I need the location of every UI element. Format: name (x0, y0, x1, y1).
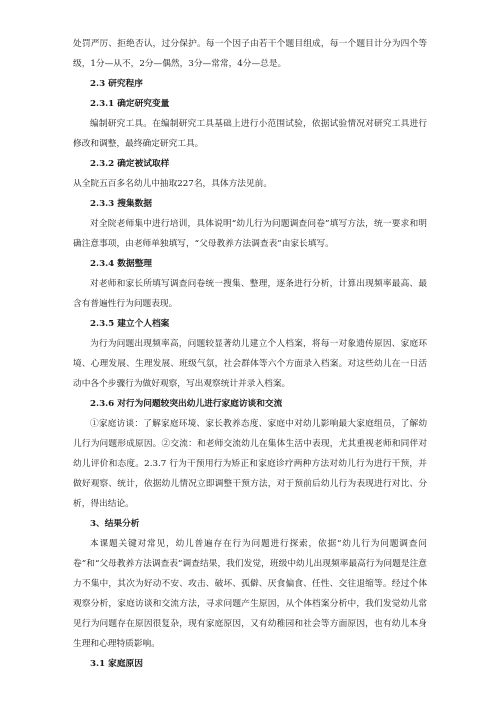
paragraph-intro-continuation: 处罚严厉、拒绝否认，过分保护。每一个因子由若干个题目组成，每一个题目计分为四个等级，1分—从不，2分—偶然，3分—常常，4分—总是。 (73, 39, 427, 69)
heading-number: 2.3.4 (90, 259, 115, 269)
heading-2-3: 2.3 研究程序 (90, 79, 143, 89)
heading-2-3-4 (73, 254, 427, 274)
heading-title: 对行为问题较突出幼儿进行家庭访谈和交流 (117, 399, 283, 409)
heading-number: 2.3.3 (90, 199, 115, 209)
heading-title: 搜集数据 (117, 199, 152, 209)
heading-number: 2.3.1 (90, 99, 115, 109)
paragraph-2-3-4: 对老师和家长所填写调查问卷统一搜集、整理，逐条进行分析，计算出现频率最高、最含有普遍性行为问题表现。 (73, 279, 427, 309)
heading-title: 确定被试取样 (117, 159, 170, 169)
paragraph-2-3-1: 编制研究工具。在编制研究工具基础上进行小范围试验，依据试验情况对研究工具进行修改和调整，最终确定研究工具。 (73, 119, 427, 149)
heading-2-3-1 (73, 94, 427, 114)
heading-2-3-6 (73, 394, 427, 414)
paragraph-2-3-6: ①家庭访谈：了解家庭环境、家长教养态度、家庭中对幼儿影响最大家庭组员，了解幼儿行为问题形成原因。②交流：和老师交流幼儿在集体生活中表现，尤其重视老师和同伴对幼儿评价和态度。2.3.7 行为干预用行为矫正和家庭诊疗两种方法对幼儿行为进行干预，并做好观察、统计，依据幼儿情况立即调整干预方法，对于预前后幼儿行为表现进行对比、分析，得出结论。 (73, 419, 427, 509)
paragraph-2-3-3: 对全院老师集中进行培训，具体说明“幼儿行为问题调查问卷”填写方法，统一要求和明确注意事项，由老师单独填写，“父母教养方法调查表”由家长填写。 (73, 219, 427, 249)
heading-2-3-5 (73, 314, 427, 334)
heading-title: 确定研究变量 (117, 99, 170, 109)
heading-2-3-3 (73, 194, 427, 214)
paragraph-2-3-2: 从全院五百多名幼儿中抽取227名，具体方法见前。 (73, 179, 273, 189)
heading-3-1: 3.1 家庭原因 (90, 659, 143, 669)
heading-number: 2.3.2 (90, 159, 115, 169)
heading-3: 3、结果分析 (90, 519, 140, 529)
heading-title: 数据整理 (117, 259, 152, 269)
paragraph-2-3-5: 为行为问题出现频率高，问题较显著幼儿建立个人档案，将每一对象遗传原因、家庭环境、心理发展、生理发展、班级气氛，社会群体等六个方面录入档案。对这些幼儿在一日活动中各个步骤行为做好观察，写出观察统计并录入档案。 (73, 339, 427, 389)
heading-number: 2.3.5 (90, 319, 115, 329)
heading-2-3-2 (73, 154, 427, 174)
heading-title: 建立个人档案 (117, 319, 170, 329)
paragraph-3-results: 本课题关键对常见，幼儿普遍存在行为问题进行探索，依据“幼儿行为问题调查问卷”和“父母教养方法调查表”调查结果，我们发觉，班级中幼儿出现频率最高行为问题是注意力不集中，其次为好动不安、攻击、破坏、孤僻、厌食偏食、任性、交往退缩等。经过个体观察分析，家庭访谈和交流方法，寻求问题产生原因，从个体档案分析中，我们发觉幼儿常见行为问题存在原因很复杂，现有家庭原因，又有幼稚园和社会等方面原因，也有幼儿本身生理和心理特质影响。 (73, 539, 427, 649)
heading-number: 2.3.6 (90, 399, 115, 409)
